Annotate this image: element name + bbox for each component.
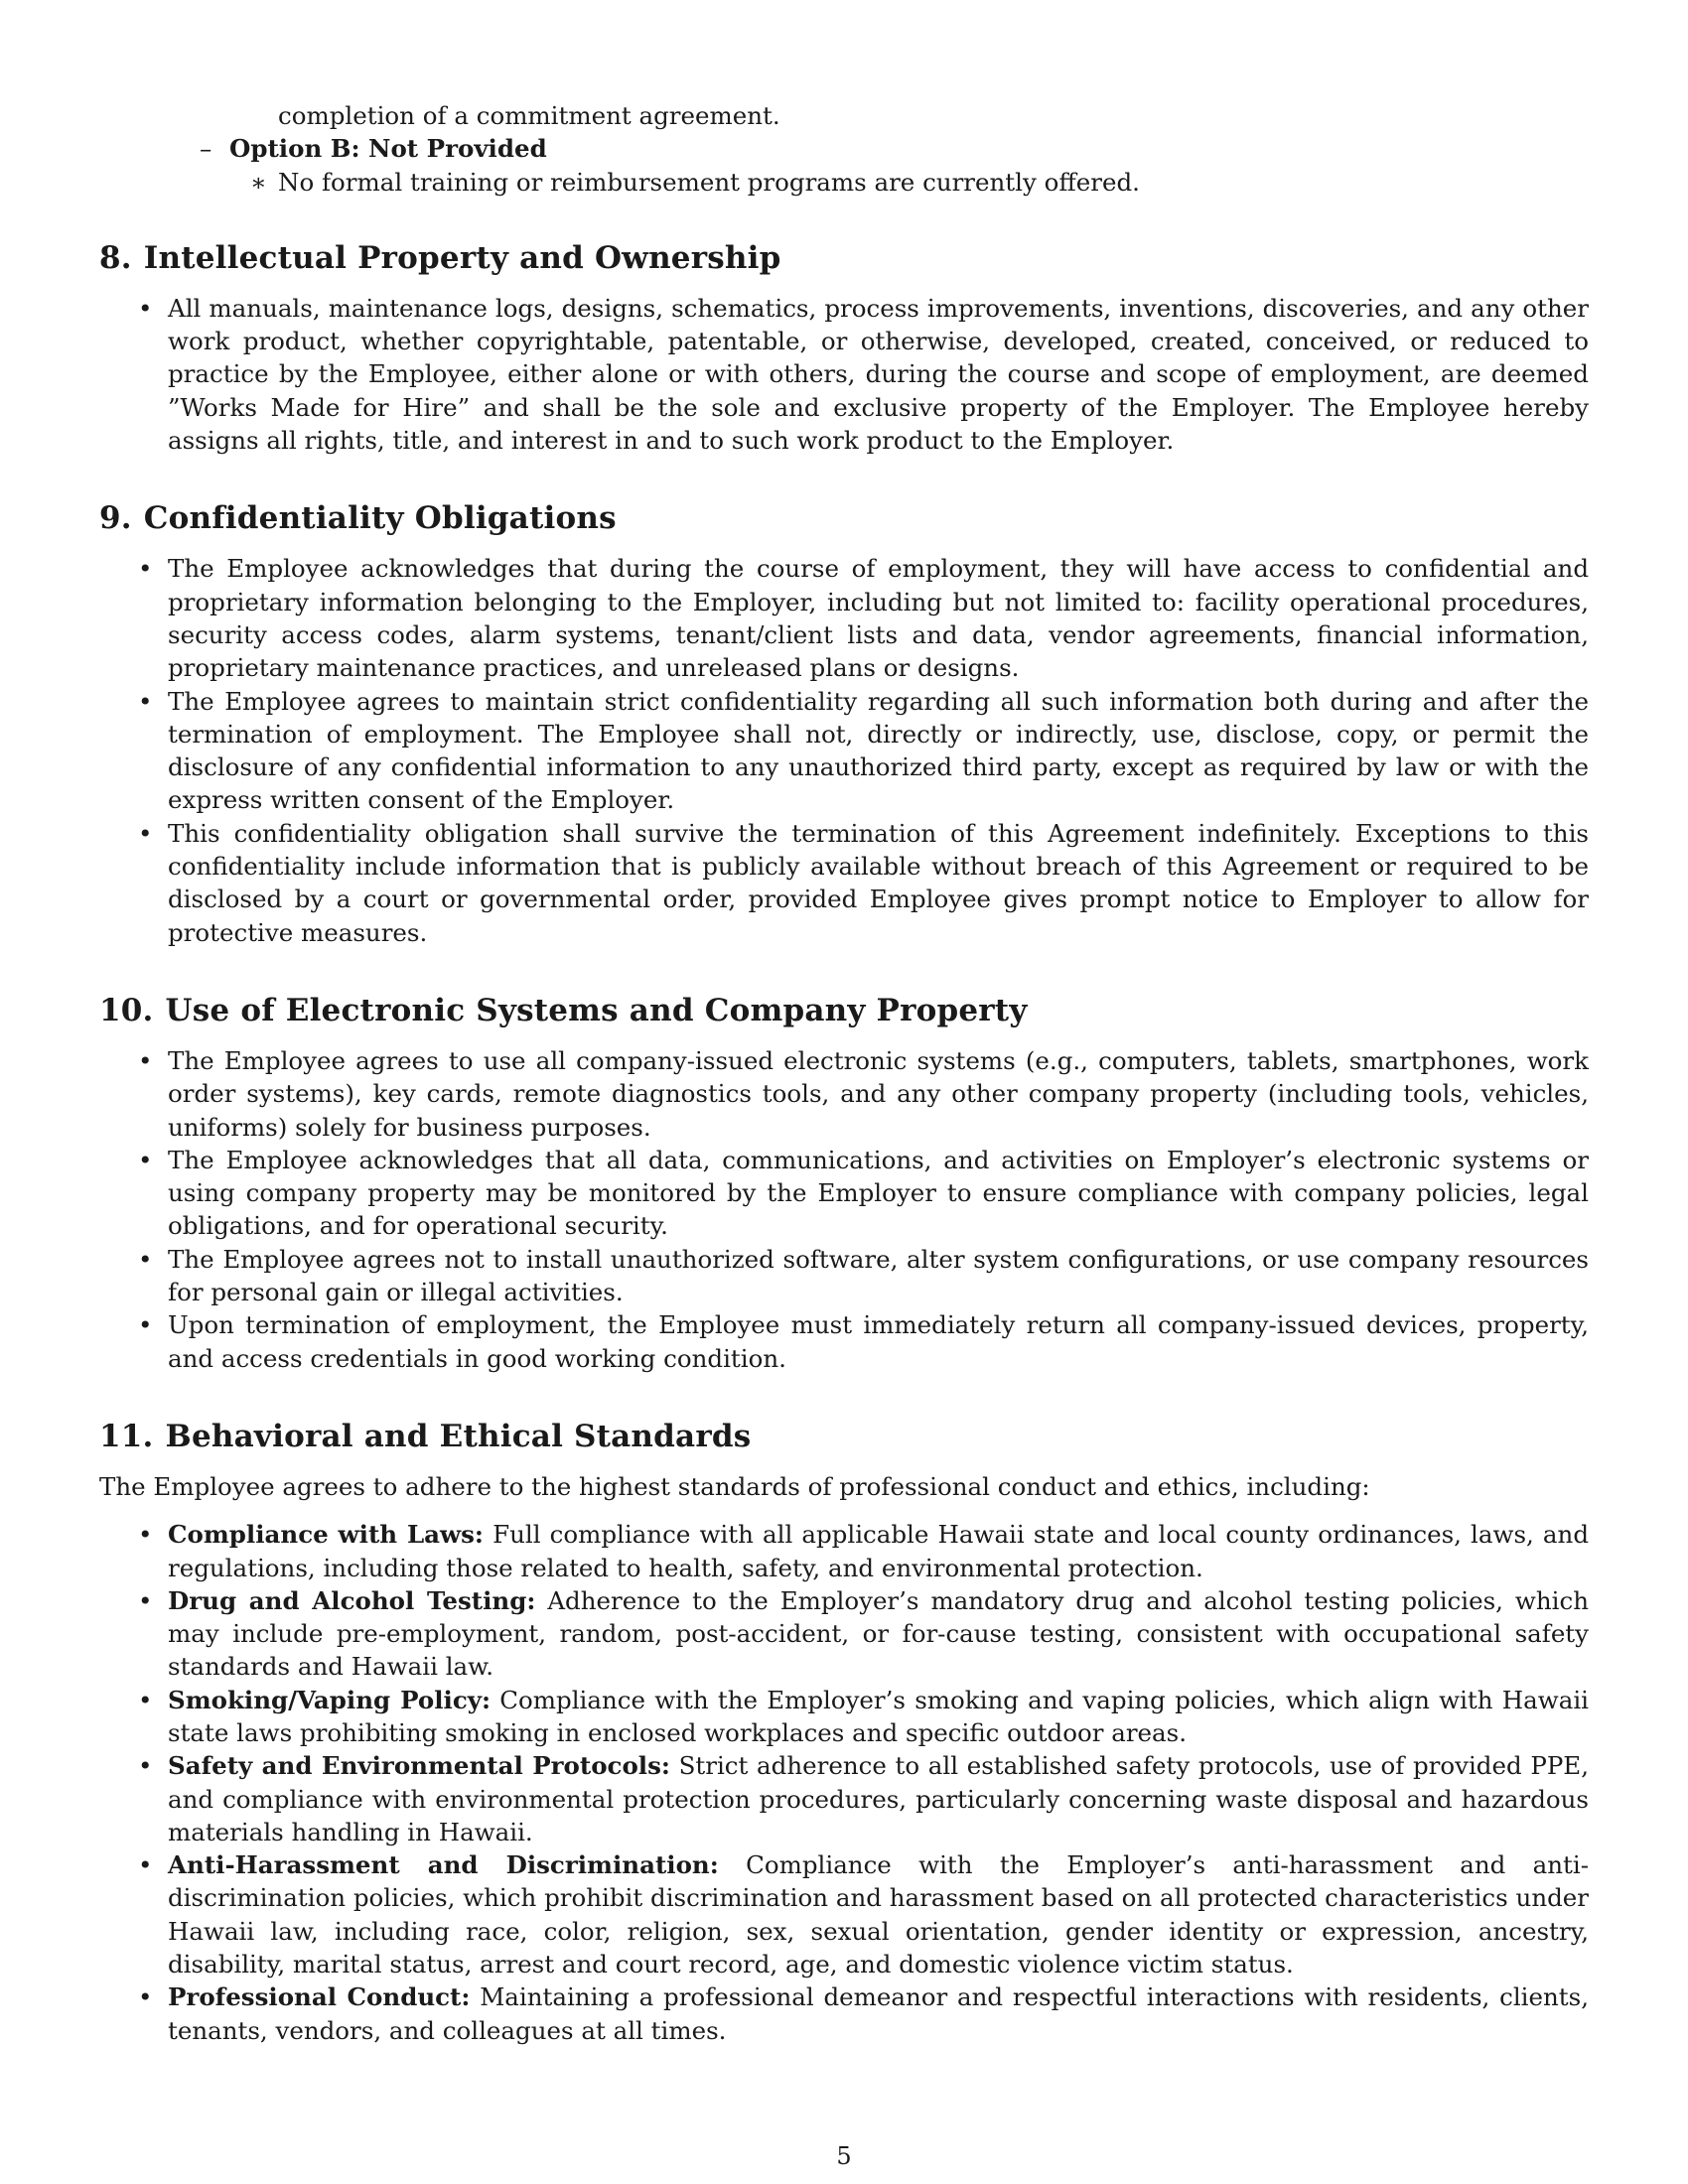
list-item-text: Upon termination of employment, the Employee must immediately return all company-issued devices, property, and access credentials in good working condition.: [168, 1310, 1589, 1373]
list-item-lead: Drug and Alcohol Testing:: [168, 1585, 536, 1615]
list-item-text: Compliance with the Employer’s anti-harassment and anti-discrimination policies, which prohibit discrimination and harassment based on all protected characteristics under Hawaii law, including race, color, religion, sex, sexual orientation, gender identity or expression, ancestry, disability, marital status, arrest and court record, age, and domestic violence victim status.: [168, 1850, 1589, 1979]
bullet-marker: •: [138, 1850, 153, 1880]
section-heading-10: [99, 992, 1589, 1029]
bullet-marker: •: [138, 1982, 153, 2012]
list-item: [99, 1308, 1589, 1375]
bullet-marker: •: [138, 1244, 153, 1274]
section-title: Behavioral and Ethical Standards: [165, 1418, 752, 1454]
list-item-text: Strict adherence to all established safety protocols, use of provided PPE, and compliance with environmental protection procedures, particularly concerning waste disposal and hazardous materials handling in Hawaii.: [168, 1751, 1589, 1846]
list-item-text: This confidentiality obligation shall survive the termination of this Agreement indefinitely. Exceptions to this confidentiality include information that is publicly available without breach of this Agreement or required to be disclosed by a court or governmental order, provided Employee gives prompt notice to Employer to allow for protective measures.: [168, 818, 1589, 947]
page-number: 5: [836, 2142, 852, 2170]
list-item-lead: Professional Conduct:: [168, 1982, 471, 2012]
option-b-heading: [99, 132, 1589, 165]
page-content: [99, 99, 1589, 2047]
bullet-marker: •: [138, 1310, 153, 1340]
section-number: 10.: [99, 992, 154, 1028]
list-item: [99, 1848, 1589, 1980]
list-item: [99, 1584, 1589, 1684]
list-item-lead: Compliance with Laws:: [168, 1520, 484, 1550]
list-item-lead: Smoking/Vaping Policy:: [168, 1685, 492, 1714]
section-heading-11: [99, 1418, 1589, 1455]
bullet-marker: •: [138, 293, 153, 323]
list-item: [99, 1749, 1589, 1848]
list-item: [99, 685, 1589, 817]
continuation-text: completion of a commitment agreement.: [278, 101, 780, 130]
section-intro: The Employee agrees to adhere to the highest standards of professional conduct and ethics, including:: [99, 1471, 1370, 1501]
section-8-list: [99, 292, 1589, 457]
bullet-marker: •: [138, 1751, 153, 1781]
list-item: [99, 817, 1589, 949]
list-item: [99, 1044, 1589, 1144]
bullet-marker: •: [138, 1145, 153, 1174]
asterisk-marker: ∗: [250, 167, 267, 197]
section-11-list: [99, 1518, 1589, 2047]
option-b-item-text: No formal training or reimbursement programs are currently offered.: [278, 167, 1140, 197]
list-item-text: The Employee agrees not to install unauthorized software, alter system configurations, or use company resources for personal gain or illegal activities.: [168, 1244, 1589, 1307]
list-item-lead: Anti-Harassment and Discrimination:: [168, 1850, 719, 1880]
bullet-marker: •: [138, 1685, 153, 1714]
option-b-label: Option B: Not Provided: [229, 134, 547, 164]
list-item: [99, 292, 1589, 457]
list-item-text: Adherence to the Employer’s mandatory drug and alcohol testing policies, which may include pre-employment, random, post-accident, or for-cause testing, consistent with occupational safety standards and Hawaii law.: [168, 1585, 1589, 1682]
section-title: Confidentiality Obligations: [143, 500, 617, 537]
dash-marker: –: [200, 134, 212, 164]
bullet-marker: •: [138, 818, 153, 848]
section-10-list: [99, 1044, 1589, 1375]
list-item-text: The Employee agrees to use all company-issued electronic systems (e.g., computers, tablets, smartphones, work order systems), key cards, remote diagnostics tools, and any other company property (including tools, vehicles, uniforms) solely for business purposes.: [168, 1045, 1589, 1142]
section-title: Intellectual Property and Ownership: [143, 239, 781, 276]
bullet-marker: •: [138, 554, 153, 584]
list-item-text: Maintaining a professional demeanor and respectful interactions with residents, clients, tenants, vendors, and colleagues at all times.: [168, 1982, 1589, 2045]
list-item: [99, 552, 1589, 684]
bullet-marker: •: [138, 1045, 153, 1075]
bullet-marker: •: [138, 1520, 153, 1550]
list-item-text: Compliance with the Employer’s smoking and vaping policies, which align with Hawaii state laws prohibiting smoking in enclosed workplaces and specific outdoor areas.: [168, 1685, 1589, 1747]
list-item: [99, 1144, 1589, 1243]
list-item-text: Full compliance with all applicable Hawaii state and local county ordinances, laws, and regulations, including those related to health, safety, and environmental protection.: [168, 1520, 1589, 1582]
section-number: 9.: [99, 500, 132, 537]
list-item: [99, 1684, 1589, 1750]
list-item: [99, 1980, 1589, 2047]
list-item: [99, 1518, 1589, 1584]
section-number: 11.: [99, 1418, 154, 1454]
list-item: [99, 1243, 1589, 1309]
option-b-item: [99, 166, 1589, 199]
list-item-text: The Employee acknowledges that during the course of employment, they will have access to confidential and proprietary information belonging to the Employer, including but not limited to: facility operational procedures, security access codes, alarm systems, tenant/client lists and data, vendor agreements, financial information, proprietary maintenance practices, and unreleased plans or designs.: [168, 554, 1589, 683]
section-heading-9: [99, 499, 1589, 537]
section-title: Use of Electronic Systems and Company Property: [165, 992, 1028, 1028]
section-number: 8.: [99, 239, 132, 276]
list-item-text: All manuals, maintenance logs, designs, schematics, process improvements, inventions, discoveries, and any other work product, whether copyrightable, patentable, or otherwise, developed, created, conceived, or reduced to practice by the Employee, either alone or with others, during the course and scope of employment, are deemed ”Works Made for Hire” and shall be the sole and exclusive property of the Employer. The Employee hereby assigns all rights, title, and interest in and to such work product to the Employer.: [168, 293, 1589, 456]
list-item-lead: Safety and Environmental Protocols:: [168, 1751, 670, 1781]
list-item-text: The Employee acknowledges that all data, communications, and activities on Employer’s electronic systems or using company property may be monitored by the Employer to ensure compliance with company policies, legal obligations, and for operational security.: [168, 1145, 1589, 1241]
section-heading-8: [99, 239, 1589, 277]
list-item-text: The Employee agrees to maintain strict confidentiality regarding all such information both during and after the termination of employment. The Employee shall not, directly or indirectly, use, disclose, copy, or permit the disclosure of any confidential information to any unauthorized third party, except as required by law or with the express written consent of the Employer.: [168, 686, 1589, 815]
bullet-marker: •: [138, 1585, 153, 1615]
bullet-marker: •: [138, 686, 153, 716]
section-9-list: [99, 552, 1589, 949]
